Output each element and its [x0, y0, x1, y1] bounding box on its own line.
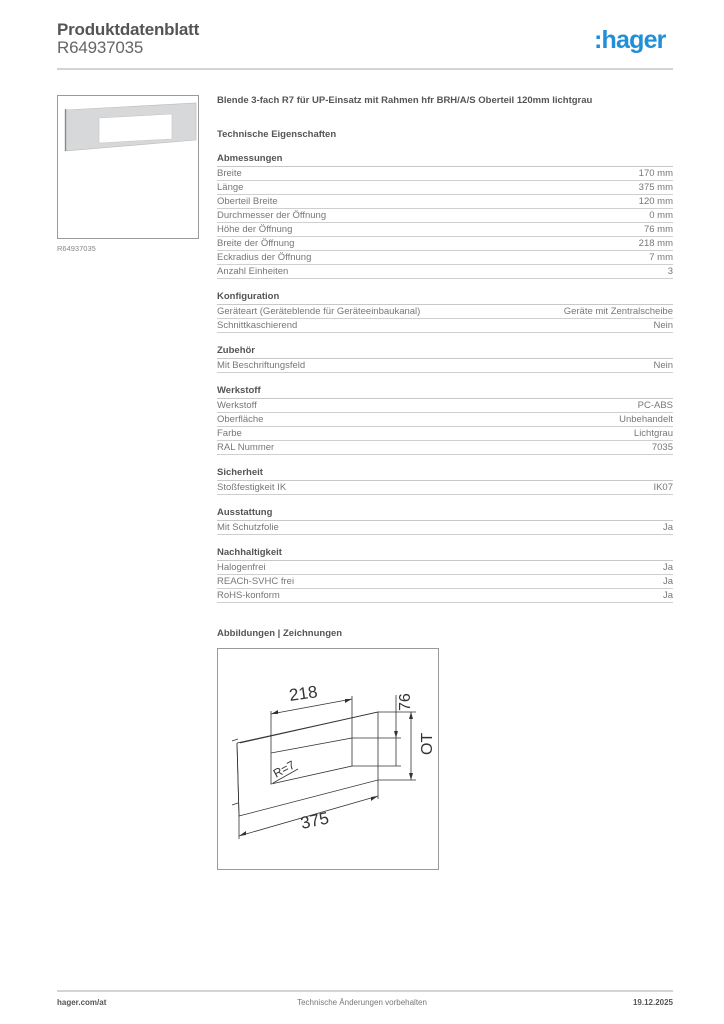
spec-value: Lichtgrau [633, 428, 673, 439]
spec-row [217, 575, 673, 589]
spec-row [217, 561, 673, 575]
footer-divider [57, 990, 673, 992]
spec-row [217, 167, 673, 181]
tech-heading: Technische Eigenschaften [217, 129, 337, 140]
spec-label: Höhe der Öffnung [217, 224, 293, 235]
spec-value: 7035 [651, 442, 673, 453]
spec-row [217, 427, 673, 441]
spec-row [217, 413, 673, 427]
spec-row [217, 237, 673, 251]
spec-row [217, 589, 673, 603]
figures-heading: Abbildungen | Zeichnungen [217, 628, 343, 639]
spec-row [217, 181, 673, 195]
spec-value: Nein [653, 320, 673, 331]
spec-value: Unbehandelt [619, 414, 673, 425]
spec-row [217, 251, 673, 265]
spec-value: 3 [667, 266, 673, 277]
section-konfiguration [217, 291, 673, 333]
spec-label: Länge [217, 182, 244, 193]
section-title: Konfiguration [217, 291, 673, 305]
document-title: Produktdatenblatt [57, 20, 200, 39]
spec-label: Mit Schutzfolie [217, 522, 279, 533]
section-abmessungen [217, 153, 673, 279]
spec-label: RAL Nummer [217, 442, 275, 453]
spec-value: 170 mm [638, 168, 673, 179]
spec-value: 76 mm [643, 224, 673, 235]
footer-date: 19.12.2025 [632, 998, 673, 1007]
section-sicherheit [217, 467, 673, 495]
spec-label: Farbe [217, 428, 242, 439]
section-title: Ausstattung [217, 507, 673, 521]
spec-value: 7 mm [649, 252, 673, 263]
spec-label: Eckradius der Öffnung [217, 252, 312, 263]
section-title: Zubehör [217, 345, 673, 359]
spec-value: 120 mm [638, 196, 673, 207]
spec-value: Ja [662, 590, 673, 601]
section-title: Werkstoff [217, 385, 673, 399]
section-title: Abmessungen [217, 153, 673, 167]
section-title: Sicherheit [217, 467, 673, 481]
spec-label: Breite [217, 168, 242, 179]
section-zubehoer [217, 345, 673, 373]
spec-row [217, 223, 673, 237]
dimension-drawing-icon [218, 649, 438, 869]
spec-label: Schnittkaschierend [217, 320, 298, 331]
spec-label: Werkstoff [217, 400, 257, 411]
spec-row [217, 209, 673, 223]
spec-value: 0 mm [649, 210, 673, 221]
dim-76: 76 [397, 693, 414, 711]
spec-value: IK07 [653, 482, 673, 493]
product-title: Blende 3-fach R7 für UP-Einsatz mit Rahmen hfr BRH/A/S Oberteil 120mm lichtgrau [217, 95, 593, 106]
spec-label: Stoßfestigkeit IK [217, 482, 287, 493]
spec-value: 218 mm [638, 238, 673, 249]
panel-image-icon [58, 96, 198, 238]
spec-label: REACh-SVHC frei [217, 576, 295, 587]
spec-row [217, 305, 673, 319]
spec-value: 375 mm [638, 182, 673, 193]
dim-radius: R=7 [270, 757, 298, 781]
spec-value: PC-ABS [637, 400, 673, 411]
section-nachhaltigkeit [217, 547, 673, 603]
dim-ot: OT [419, 732, 436, 755]
spec-label: Durchmesser der Öffnung [217, 210, 327, 221]
spec-row [217, 441, 673, 455]
article-number: R64937035 [57, 38, 144, 57]
product-thumbnail [57, 95, 199, 239]
spec-row [217, 359, 673, 373]
footer-disclaimer: Technische Änderungen vorbehalten [297, 998, 427, 1007]
section-ausstattung [217, 507, 673, 535]
dim-375: 375 [298, 808, 331, 833]
spec-label: Anzahl Einheiten [217, 266, 289, 277]
spec-value: Geräte mit Zentralscheibe [563, 306, 673, 317]
spec-label: Oberteil Breite [217, 196, 278, 207]
spec-row [217, 265, 673, 279]
spec-value: Ja [662, 562, 673, 573]
spec-label: Geräteart (Geräteblende für Geräteeinbaukanal) [217, 306, 421, 317]
spec-label: Breite der Öffnung [217, 238, 295, 249]
spec-content [217, 95, 673, 603]
section-title: Nachhaltigkeit [217, 547, 673, 561]
spec-label: RoHS-konform [217, 590, 280, 601]
spec-row [217, 521, 673, 535]
spec-label: Halogenfrei [217, 562, 266, 573]
dim-218: 218 [287, 682, 319, 705]
spec-row [217, 319, 673, 333]
spec-row [217, 481, 673, 495]
technical-drawing [217, 648, 439, 870]
spec-row [217, 399, 673, 413]
spec-label: Mit Beschriftungsfeld [217, 360, 306, 371]
hager-logo: :hager [594, 26, 666, 54]
spec-value: Ja [662, 576, 673, 587]
thumbnail-caption: R64937035 [57, 244, 96, 253]
header-divider [57, 68, 673, 70]
spec-label: Oberfläche [217, 414, 264, 425]
spec-row [217, 195, 673, 209]
section-werkstoff [217, 385, 673, 455]
spec-value: Ja [662, 522, 673, 533]
spec-value: Nein [653, 360, 673, 371]
footer-website: hager.com/at [57, 998, 107, 1007]
